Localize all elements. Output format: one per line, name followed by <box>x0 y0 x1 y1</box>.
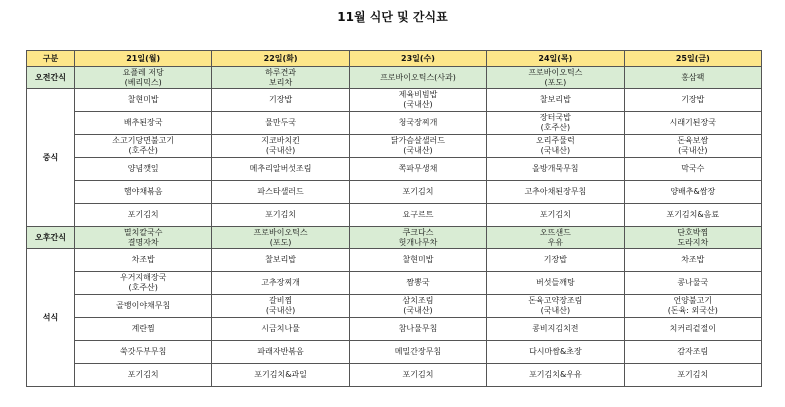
menu-cell <box>75 181 212 204</box>
menu-cell <box>349 249 486 272</box>
meal-row <box>27 89 762 112</box>
menu-item-text: (국내산) <box>540 306 571 315</box>
menu-cell <box>212 135 349 158</box>
menu-cell <box>624 181 761 204</box>
menu-item-text: 짬뽕국 <box>406 278 430 287</box>
menu-item-text: (국내산) <box>540 146 571 155</box>
menu-item-text: 닭가슴살샐러드 <box>390 136 446 145</box>
menu-item-text: 감자조림 <box>677 347 709 356</box>
header-day: 25일(금) <box>624 51 761 67</box>
menu-item-text: 기장밥 <box>681 95 705 104</box>
meal-row <box>27 249 762 272</box>
snack-cell <box>212 227 349 249</box>
menu-item-text: 쿠크다스 <box>402 227 434 237</box>
header-day: 24일(목) <box>487 51 624 67</box>
menu-item-text: (국내산) <box>265 306 296 315</box>
menu-cell <box>624 112 761 135</box>
menu-item-text: 돈육보쌈 <box>677 136 709 145</box>
menu-item-text: 우거지해장국 <box>120 273 167 282</box>
menu-item-text: 기장밥 <box>268 95 293 104</box>
menu-item-text: 갈비찜 <box>268 296 293 305</box>
meal-row <box>27 135 762 158</box>
menu-item-text: 홍삼팩 <box>681 72 705 82</box>
menu-cell <box>349 318 486 341</box>
menu-cell <box>212 204 349 227</box>
menu-item-text: 포기김치 <box>677 370 709 379</box>
menu-cell <box>75 272 212 295</box>
menu-item-text: 다시마쌈&초장 <box>529 347 582 356</box>
menu-item-text: 하루견과 <box>265 67 297 77</box>
menu-item-text: 버섯들깨탕 <box>536 278 575 287</box>
menu-item-text: 프로바이오틱스 <box>253 227 308 237</box>
menu-cell <box>349 341 486 364</box>
menu-item-text: 소고기당면불고기 <box>112 136 175 145</box>
snack-cell <box>487 227 624 249</box>
menu-cell <box>212 249 349 272</box>
menu-item-text: 콩비지김치전 <box>532 324 579 333</box>
menu-item-text: 멸치칼국수 <box>123 227 163 237</box>
menu-item-text: 돈육고약장조림 <box>528 296 583 305</box>
menu-cell <box>212 318 349 341</box>
menu-cell <box>624 89 761 112</box>
meal-row <box>27 295 762 318</box>
menu-cell <box>349 295 486 318</box>
menu-cell <box>349 112 486 135</box>
snack-cell <box>624 67 761 89</box>
menu-item-text: 프로바이오틱스 <box>528 67 583 77</box>
menu-item-text: 양념깻잎 <box>127 164 159 173</box>
menu-item-text: 골뱅이야채무침 <box>116 301 171 310</box>
header-day: 21일(월) <box>75 51 212 67</box>
menu-item-text: 프로바이오틱스(사과) <box>380 72 456 82</box>
menu-item-text: 헛개나무차 <box>398 237 438 247</box>
snack-cell <box>75 227 212 249</box>
menu-cell <box>349 158 486 181</box>
menu-item-text: 포기김치 <box>127 210 159 219</box>
menu-cell <box>487 112 624 135</box>
menu-item-text: 계란찜 <box>131 324 155 333</box>
menu-cell <box>624 341 761 364</box>
header-day: 23일(수) <box>349 51 486 67</box>
menu-cell <box>487 89 624 112</box>
snack-row <box>27 67 762 89</box>
menu-item-text: 햄야채볶음 <box>123 187 163 196</box>
menu-item-text: (국내산) <box>265 146 296 155</box>
menu-item-text: 쪽파무생채 <box>398 164 438 173</box>
meal-row <box>27 341 762 364</box>
menu-item-text: 오리주물럭 <box>536 136 575 145</box>
menu-item-text: 올방개묵무침 <box>532 164 579 173</box>
menu-cell <box>349 204 486 227</box>
meal-category-label: 오전간식 <box>27 67 75 89</box>
menu-cell <box>75 158 212 181</box>
menu-cell <box>624 272 761 295</box>
meal-row <box>27 112 762 135</box>
menu-cell <box>487 158 624 181</box>
meal-row <box>27 158 762 181</box>
menu-item-text: 결명자차 <box>127 237 159 247</box>
menu-item-text: 포기김치&과일 <box>254 370 307 379</box>
menu-cell <box>624 135 761 158</box>
snack-cell <box>487 67 624 89</box>
menu-item-text: 포기김치&음료 <box>666 210 720 219</box>
menu-item-text: 고추장찌개 <box>261 278 300 287</box>
menu-item-text: 참나물무침 <box>398 324 438 333</box>
menu-cell <box>349 181 486 204</box>
menu-cell <box>487 364 624 387</box>
meal-category-label: 석식 <box>27 249 75 387</box>
menu-cell <box>624 364 761 387</box>
menu-cell <box>487 295 624 318</box>
meal-row <box>27 204 762 227</box>
menu-cell <box>212 89 349 112</box>
menu-cell <box>624 295 761 318</box>
menu-item-text: (국내산) <box>403 100 433 109</box>
menu-item-text: 장터국밥 <box>539 113 571 122</box>
meal-row <box>27 318 762 341</box>
menu-cell <box>75 249 212 272</box>
menu-item-text: (베리믹스) <box>124 77 162 87</box>
menu-item-text: 막국수 <box>681 164 705 173</box>
menu-cell <box>487 135 624 158</box>
menu-item-text: 시금치나물 <box>261 324 300 333</box>
menu-cell <box>487 341 624 364</box>
snack-cell <box>349 227 486 249</box>
header-category: 구분 <box>27 51 75 67</box>
meal-table <box>26 50 762 387</box>
menu-cell <box>487 318 624 341</box>
meal-row <box>27 181 762 204</box>
menu-item-text: 시래기된장국 <box>669 118 716 127</box>
menu-item-text: 삼치조림 <box>402 296 434 305</box>
menu-item-text: 찰보리밥 <box>265 255 297 264</box>
menu-item-text: 차조밥 <box>681 255 705 264</box>
menu-item-text: 배추된장국 <box>123 118 163 127</box>
menu-item-text: 우유 <box>547 237 564 247</box>
menu-item-text: 치커리겉절이 <box>669 324 716 333</box>
menu-item-text: 요구르트 <box>402 210 434 219</box>
menu-item-text: 단호박찜 <box>677 227 709 237</box>
menu-item-text: 포기김치 <box>402 187 434 196</box>
menu-item-text: 고추아채된장무침 <box>524 187 587 196</box>
menu-item-text: 메밀간장무침 <box>394 347 442 356</box>
menu-cell <box>624 158 761 181</box>
menu-item-text: 물만두국 <box>265 118 297 127</box>
menu-cell <box>487 204 624 227</box>
meal-category-label: 중식 <box>27 89 75 227</box>
meal-category-label: 오후간식 <box>27 227 75 249</box>
meal-row <box>27 272 762 295</box>
page-title: 11월 식단 및 간식표 <box>337 10 448 24</box>
menu-cell <box>212 295 349 318</box>
menu-item-text: (국내산) <box>403 146 433 155</box>
menu-cell <box>75 318 212 341</box>
menu-cell <box>349 272 486 295</box>
menu-item-text: 찰보리밥 <box>539 95 571 104</box>
snack-cell <box>75 67 212 89</box>
menu-item-text: 찰현미밥 <box>402 255 434 264</box>
menu-item-text: 콩나물국 <box>677 278 709 287</box>
menu-item-text: (호주산) <box>540 123 571 132</box>
menu-item-text: 포기김치 <box>127 370 159 379</box>
menu-cell <box>212 181 349 204</box>
menu-item-text: 차조밥 <box>131 255 155 264</box>
menu-cell <box>212 158 349 181</box>
menu-item-text: (국내산) <box>678 146 708 155</box>
menu-cell <box>349 364 486 387</box>
menu-cell <box>624 249 761 272</box>
menu-item-text: 청국장찌개 <box>398 118 438 127</box>
menu-item-text: 요플레 저당 <box>122 67 164 77</box>
menu-item-text: 포기김치 <box>265 210 297 219</box>
menu-item-text: 오뜨샌드 <box>539 227 571 237</box>
menu-cell <box>75 341 212 364</box>
menu-cell <box>212 341 349 364</box>
menu-cell <box>212 364 349 387</box>
menu-cell <box>212 272 349 295</box>
menu-cell <box>624 204 761 227</box>
menu-item-text: 지코바치킨 <box>261 136 300 145</box>
menu-cell <box>75 364 212 387</box>
menu-item-text: 보리차 <box>268 77 293 87</box>
menu-cell <box>349 89 486 112</box>
menu-cell <box>487 249 624 272</box>
menu-item-text: (포도) <box>544 77 567 87</box>
menu-cell <box>75 135 212 158</box>
meal-row <box>27 364 762 387</box>
menu-item-text: 파스타샐러드 <box>257 187 304 196</box>
menu-item-text: 양배추&쌈장 <box>670 187 716 196</box>
menu-item-text: 찰현미밥 <box>127 95 159 104</box>
menu-item-text: (호주산) <box>128 146 158 155</box>
snack-cell <box>349 67 486 89</box>
snack-cell <box>624 227 761 249</box>
menu-item-text: 언양불고기 <box>673 296 713 305</box>
menu-item-text: 포기김치 <box>402 370 434 379</box>
menu-item-text: 포기김치&우유 <box>529 370 582 379</box>
menu-item-text: 쑥갓두부무침 <box>120 347 167 356</box>
menu-item-text: (호주산) <box>128 283 158 292</box>
header-day: 22일(화) <box>212 51 349 67</box>
menu-cell <box>487 272 624 295</box>
menu-item-text: 기장밥 <box>543 255 567 264</box>
menu-item-text: (포도) <box>269 237 292 247</box>
menu-item-text: 제육비빔밥 <box>398 90 438 99</box>
menu-cell <box>75 112 212 135</box>
menu-cell <box>212 112 349 135</box>
menu-item-text: (돈육: 외국산) <box>667 306 718 315</box>
menu-cell <box>349 135 486 158</box>
menu-item-text: 파래자반볶음 <box>257 347 304 356</box>
snack-cell <box>212 67 349 89</box>
menu-item-text: 포기김치 <box>539 210 571 219</box>
menu-cell <box>75 89 212 112</box>
menu-cell <box>75 295 212 318</box>
menu-cell <box>487 181 624 204</box>
menu-item-text: 도라지차 <box>677 237 709 247</box>
menu-cell <box>624 318 761 341</box>
table-header-row <box>27 51 762 67</box>
menu-item-text: (국내산) <box>403 306 433 315</box>
menu-cell <box>75 204 212 227</box>
snack-row <box>27 227 762 249</box>
menu-item-text: 메추리알버섯조림 <box>249 164 312 173</box>
